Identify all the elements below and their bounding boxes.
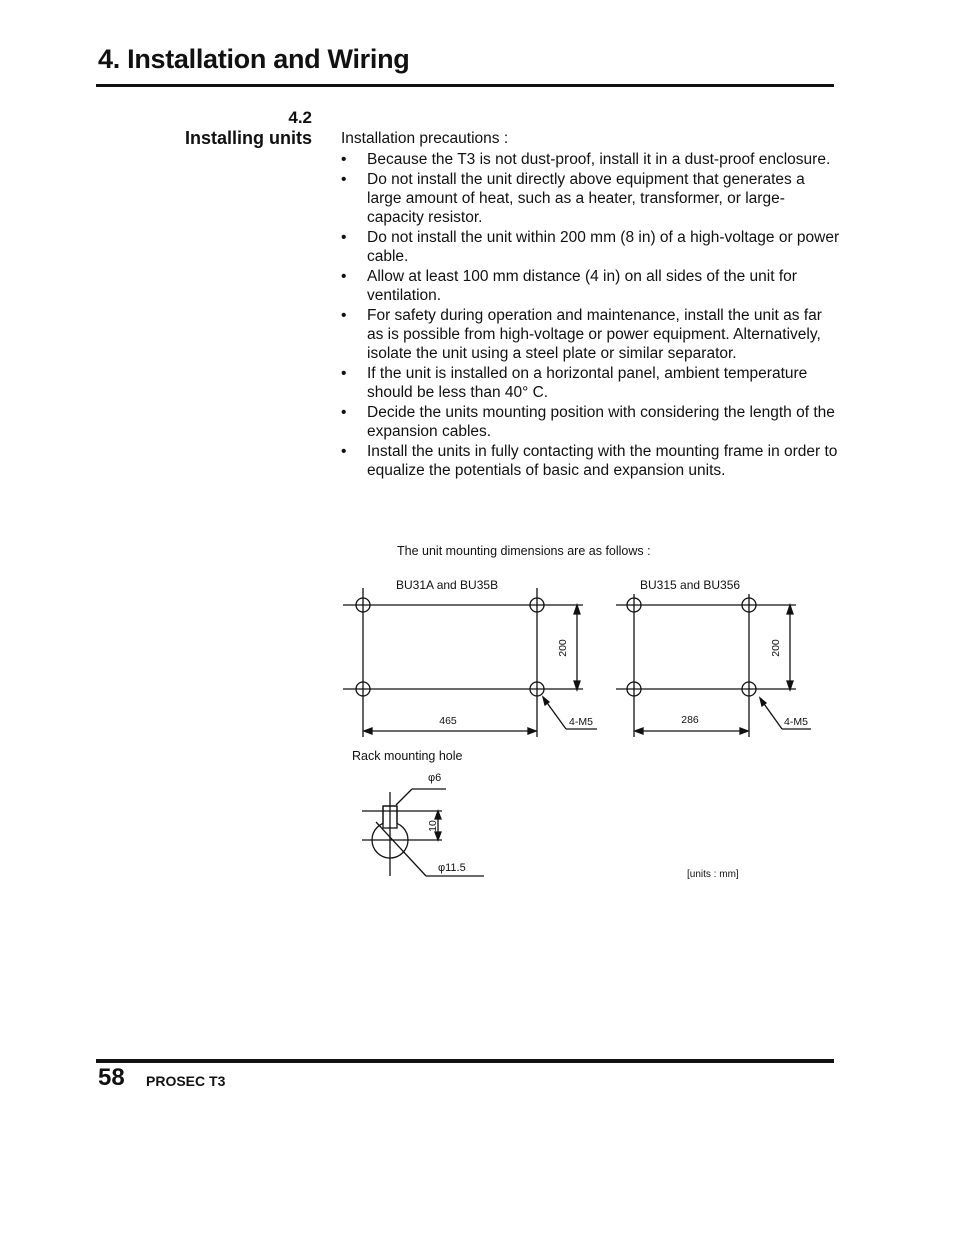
chapter-title: 4. Installation and Wiring bbox=[98, 44, 410, 74]
large-diameter-label: φ11.5 bbox=[438, 862, 466, 874]
right-unit-label: BU315 and BU356 bbox=[640, 578, 741, 592]
left-width-label: 465 bbox=[439, 715, 457, 727]
list-item: • Install the units in fully contacting with the mounting frame in order to equalize the potentials of basic and expansion units. bbox=[341, 442, 838, 479]
right-height-label: 200 bbox=[770, 639, 782, 657]
dimensions-intro: The unit mounting dimensions are as follows : bbox=[397, 544, 651, 558]
bullet-icon: • bbox=[341, 442, 347, 460]
precautions-intro: Installation precautions : bbox=[341, 130, 509, 147]
list-item: • For safety during operation and maintenance, install the unit as far as is possible from high-voltage or power equipment. Alternatively, isolate the unit using a steel plate or similar separator. bbox=[341, 306, 822, 363]
bullet-icon: • bbox=[341, 228, 347, 246]
units-note: [units : mm] bbox=[687, 869, 739, 880]
bullet-icon: • bbox=[341, 306, 347, 324]
footer-rule bbox=[96, 1059, 834, 1063]
list-item: • Do not install the unit within 200 mm (8 in) of a high-voltage or power cable. bbox=[341, 228, 840, 266]
list-item: • Because the T3 is not dust-proof, install it in a dust-proof enclosure. bbox=[341, 151, 831, 168]
product-name: PROSEC T3 bbox=[146, 1073, 226, 1089]
section-number: 4.2 bbox=[288, 108, 312, 127]
left-height-label: 200 bbox=[557, 639, 569, 657]
list-item: • If the unit is installed on a horizontal panel, ambient temperature should be less than 40° C. bbox=[341, 364, 808, 401]
section-title: Installing units bbox=[184, 128, 312, 148]
list-item: • Decide the units mounting position with considering the length of the expansion cables. bbox=[341, 403, 835, 440]
left-unit-label: BU31A and BU35B bbox=[396, 578, 499, 592]
hole-distance-label: 10 bbox=[427, 820, 439, 832]
page-number: 58 bbox=[98, 1064, 125, 1091]
right-unit-drawing bbox=[616, 594, 811, 737]
rack-hole-label: Rack mounting hole bbox=[352, 749, 463, 763]
left-holes-label: 4-M5 bbox=[569, 716, 593, 728]
left-unit-drawing bbox=[343, 588, 597, 737]
bullet-icon: • bbox=[341, 267, 347, 285]
list-item: • Do not install the unit directly above equipment that generates a large amount of heat, such as a heater, transformer, or large-capacity resistor. bbox=[341, 170, 805, 227]
right-holes-label: 4-M5 bbox=[784, 716, 808, 728]
list-item: • Allow at least 100 mm distance (4 in) on all sides of the unit for ventilation. bbox=[341, 267, 797, 304]
bullet-icon: • bbox=[341, 403, 347, 421]
bullet-icon: • bbox=[341, 170, 347, 188]
right-width-label: 286 bbox=[681, 714, 699, 726]
bullet-icon: • bbox=[341, 364, 347, 382]
small-diameter-label: φ6 bbox=[428, 772, 442, 784]
bullet-icon: • bbox=[341, 151, 347, 168]
